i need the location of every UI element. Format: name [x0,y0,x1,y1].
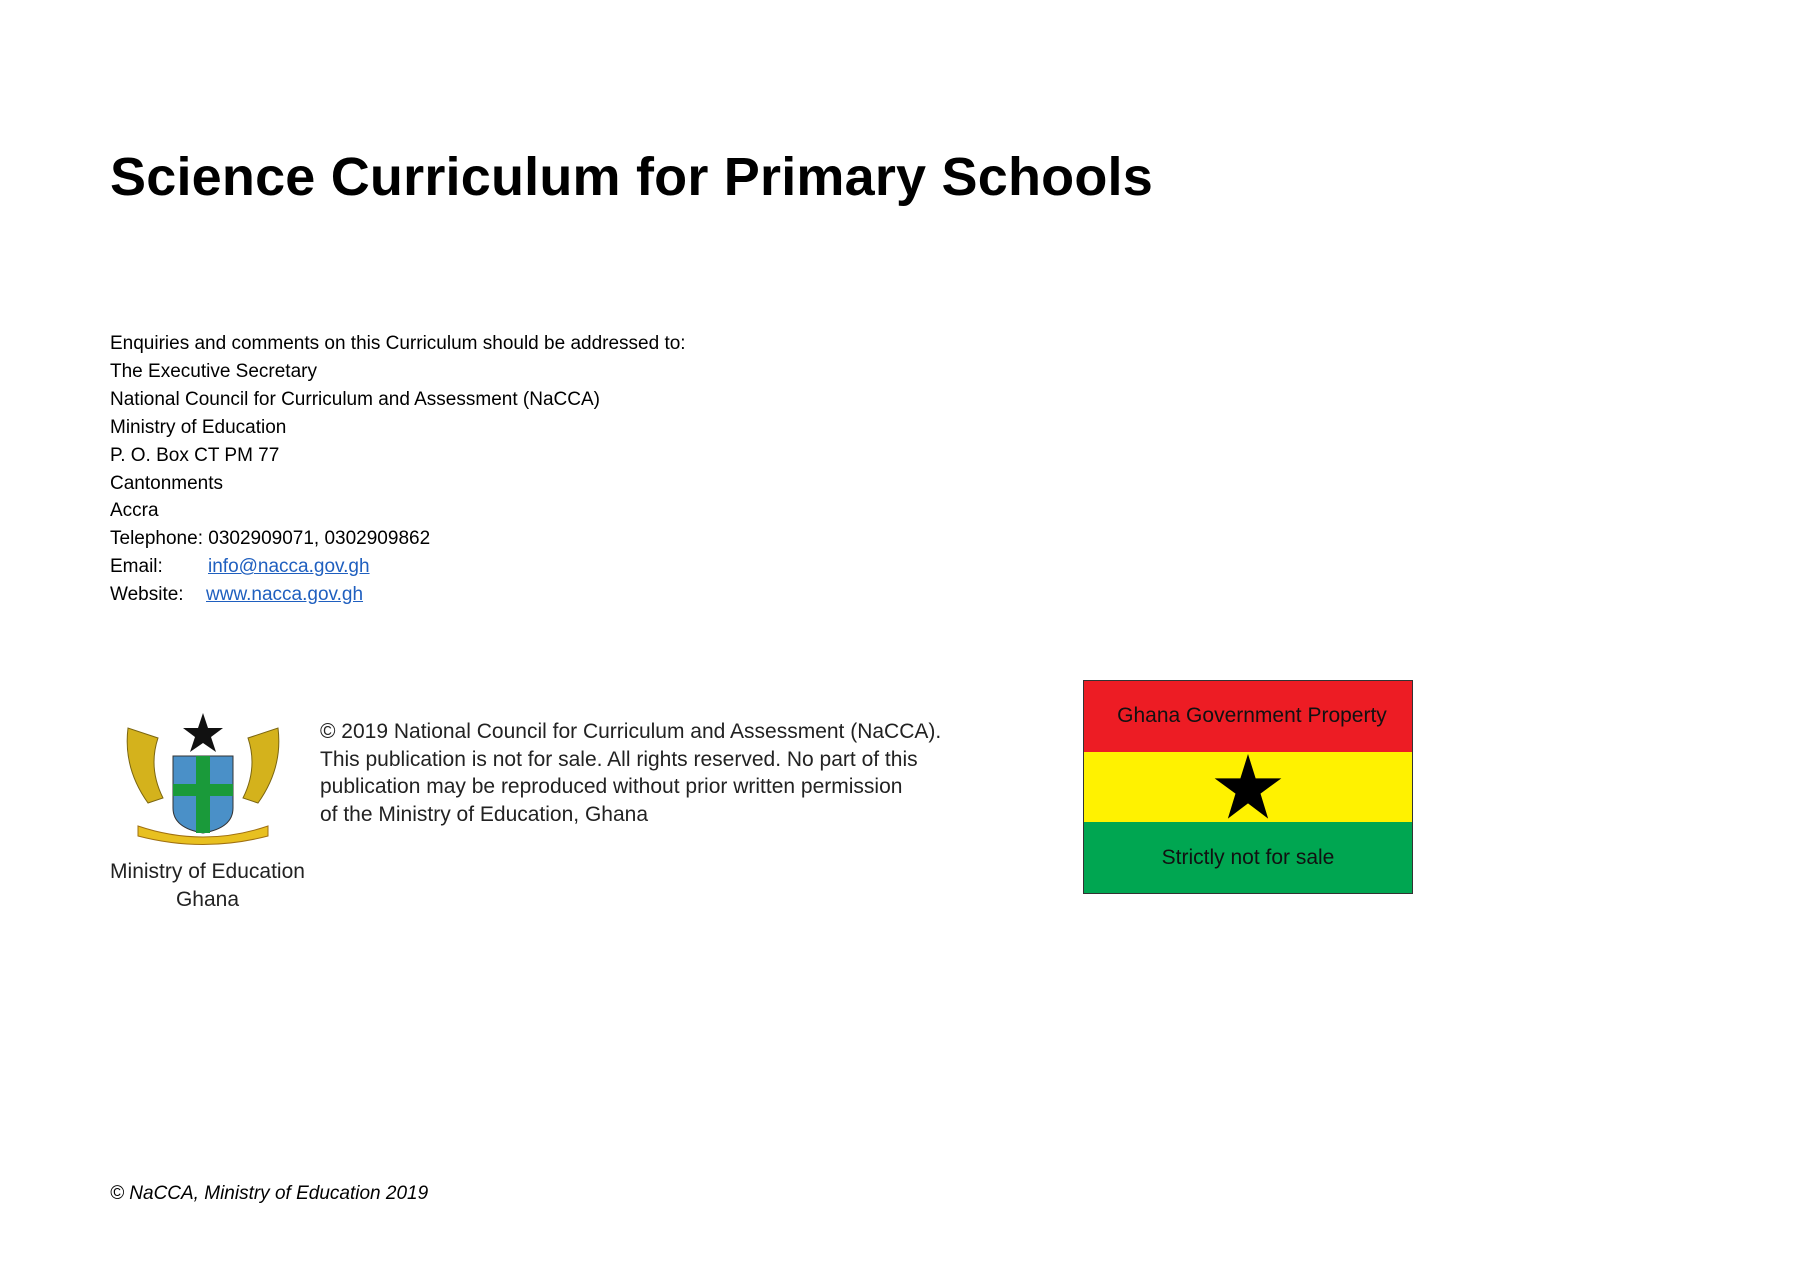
ghana-flag-property-stamp [1083,680,1413,894]
address-line: Accra [110,500,159,522]
address-line: Enquiries and comments on this Curriculum should be addressed to: [110,333,686,354]
copyright-line: This publication is not for sale. All rights reserved. No part of this [320,747,918,771]
not-for-sale-text: Strictly not for sale [1161,845,1335,869]
black-star-icon [1209,754,1287,820]
address-line: Cantonments [110,472,224,494]
country-name: Ghana [175,888,240,911]
address-line: The Executive Secretary [110,360,317,382]
ministry-caption [100,858,315,914]
page-footer: © NaCCA, Ministry of Education 2019 [110,1183,429,1204]
flag-yellow-band [1084,752,1412,823]
copyright-notice [320,718,960,829]
email-label: Email: [110,556,163,578]
page-title: Science Curriculum for Primary Schools [110,147,1153,207]
copyright-line: of the Ministry of Education, Ghana [320,803,649,827]
address-line: National Council for Curriculum and Assessment (NaCCA) [110,388,600,410]
website-line [110,581,686,609]
address-line: Ministry of Education [110,416,287,438]
flag-green-band [1084,822,1412,893]
email-link[interactable]: info@nacca.gov.gh [208,556,370,578]
ministry-name: Ministry of Education [110,860,305,883]
flag-red-band [1084,681,1412,752]
copyright-line: publication may be reproduced without prior written permission [320,775,903,799]
website-link[interactable]: www.nacca.gov.gh [206,584,364,606]
ghana-coat-of-arms-logo [118,708,288,848]
telephone-line: Telephone: 0302909071, 0302909862 [110,528,431,550]
government-property-text: Ghana Government Property [1117,704,1387,728]
contact-address [110,330,686,609]
copyright-line: © 2019 National Council for Curriculum and Assessment (NaCCA). [320,720,942,743]
address-line: P. O. Box CT PM 77 [110,444,280,466]
email-line [110,553,686,581]
website-label: Website: [110,584,184,606]
